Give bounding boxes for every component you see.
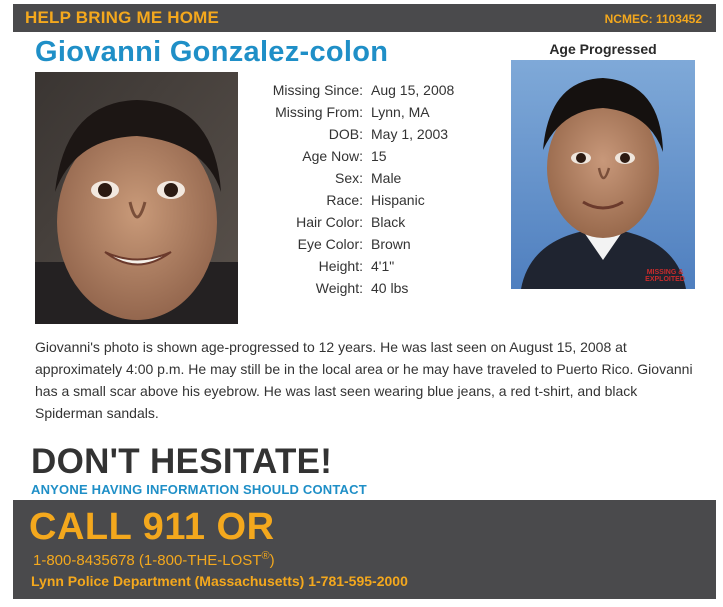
age-progressed-image <box>511 60 695 289</box>
contact-subline: ANYONE HAVING INFORMATION SHOULD CONTACT <box>31 482 367 497</box>
fact-value: Male <box>371 170 402 186</box>
fact-label: Sex: <box>334 170 363 186</box>
fact-label: Missing From: <box>275 104 363 120</box>
header-bar <box>13 4 716 32</box>
fact-value: Black <box>371 214 406 230</box>
dont-hesitate-headline: DON'T HESITATE! <box>31 442 333 481</box>
hotline-close: ) <box>269 552 275 569</box>
registered-mark: ® <box>261 550 270 562</box>
watermark-logo: MISSING & EXPLOITED <box>645 269 685 283</box>
fact-value: Brown <box>371 236 411 252</box>
hotline-number <box>33 550 275 569</box>
fact-label: Race: <box>326 192 363 208</box>
fact-value: Hispanic <box>371 192 425 208</box>
fact-value: 4'1" <box>371 258 395 274</box>
fact-value: May 1, 2003 <box>371 126 449 142</box>
child-name: Giovanni Gonzalez-colon <box>35 36 389 68</box>
fact-label: Weight: <box>315 280 363 296</box>
hotline-text: 1-800-8435678 (1-800-THE-LOST <box>33 552 262 569</box>
fact-label: Age Now: <box>302 148 363 164</box>
fact-label: Hair Color: <box>296 214 363 230</box>
contact-bar <box>13 500 716 599</box>
fact-label: Missing Since: <box>272 82 363 98</box>
poster-headline: HELP BRING ME HOME <box>25 8 220 27</box>
fact-label: Eye Color: <box>297 236 363 252</box>
child-photo-image <box>35 72 238 324</box>
age-progressed-photo <box>511 60 695 289</box>
fact-value: Lynn, MA <box>371 104 430 120</box>
call-911-heading: CALL 911 OR <box>29 506 275 548</box>
police-contact: Lynn Police Department (Massachusetts) 1-781-595-2000 <box>31 573 408 589</box>
age-progressed-label: Age Progressed <box>549 41 657 57</box>
fact-value: 15 <box>371 148 387 164</box>
child-photo <box>35 72 238 324</box>
description: Giovanni's photo is shown age-progressed to 12 years. He was last seen on August 15, 2008 at approximately 4:00 p.m. He may still be in the local area or he may have traveled to Puerto Rico. Giovanni has a small scar above his eyebrow. He was last seen wearing blue jeans, a red t-shirt, and black Spiderman sandals. <box>35 339 693 421</box>
case-number: NCMEC: 1103452 <box>604 12 702 26</box>
fact-label: DOB: <box>328 126 363 142</box>
fact-value: 40 lbs <box>371 280 409 296</box>
fact-label: Height: <box>318 258 363 274</box>
fact-value: Aug 15, 2008 <box>371 82 455 98</box>
poster <box>13 4 716 599</box>
